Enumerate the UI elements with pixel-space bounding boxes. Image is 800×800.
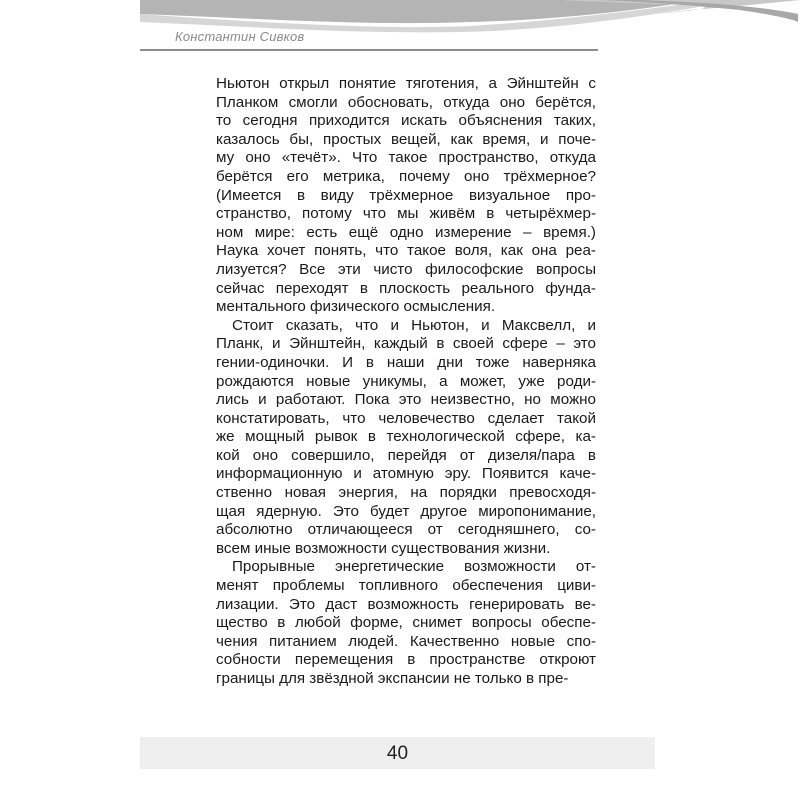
header-swoosh-decoration [0, 0, 800, 60]
text-line: информационную и атомную эру. Появится каче- [216, 465, 596, 483]
paragraph [216, 75, 596, 317]
text-line: Планк, и Эйнштейн, каждый в своей сфере – это [216, 335, 596, 353]
text-line: абсолютно отличающееся от сегодняшнего, со- [216, 521, 596, 539]
text-line: лись и работают. Пока это неизвестно, но можно [216, 391, 596, 409]
page-footer [140, 737, 655, 769]
text-line: странство, потому что мы живём в четырёхмер- [216, 205, 596, 223]
text-line: собности перемещения в пространстве откроют [216, 651, 596, 669]
text-line: берётся его метрика, почему оно трёхмерное? [216, 167, 596, 185]
page-body-text [216, 75, 596, 689]
text-line: ном мире: есть ещё одно измерение – время.) [216, 223, 596, 241]
text-line: щество в любой форме, снимет вопросы обеспе- [216, 614, 596, 632]
text-line: сейчас переходят в плоскость реального фунда- [216, 279, 596, 297]
text-line: менят проблемы топливного обеспечения циви- [216, 577, 596, 595]
text-line: му оно «течёт». Что такое пространство, откуда [216, 149, 596, 167]
text-line: щая ядерную. Это будет другое миропонимание, [216, 502, 596, 520]
paragraph [216, 317, 596, 559]
text-line: чения питанием людей. Качественно новые спо- [216, 632, 596, 650]
text-line: Прорывные энергетические возможности от- [232, 558, 596, 576]
text-line: лизуется? Все эти чисто философские вопросы [216, 260, 596, 278]
text-line: казалось бы, простых вещей, как время, и поче- [216, 130, 596, 148]
text-line: гении-одиночки. И в наши дни тоже наверняка [216, 353, 596, 371]
text-line: кой оно совершило, перейдя от дизеля/пара в [216, 446, 596, 464]
text-line: же мощный рывок в технологической сфере, ка- [216, 428, 596, 446]
text-line: ственно новая энергия, на порядки превосходя- [216, 484, 596, 502]
text-line: Планком смогли обосновать, откуда оно берётся, [216, 93, 596, 111]
page-number: 40 [386, 743, 409, 764]
text-line: всем иные возможности существования жизни. [216, 539, 551, 557]
text-line: Ньютон открыл понятие тяготения, а Эйнштейн с [216, 75, 596, 92]
paragraph [216, 558, 596, 688]
text-line: Стоит сказать, что и Ньютон, и Максвелл, и [232, 316, 596, 334]
text-line: границы для звёздной экспансии не только в пре- [216, 670, 569, 687]
running-header-author: Константин Сивков [175, 29, 305, 44]
text-line: рождаются новые уникумы, а может, уже роди- [216, 372, 596, 390]
text-line: то сегодня приходится искать объяснения таких, [216, 112, 596, 130]
text-line: Наука хочет понять, что такое воля, как она реа- [216, 242, 596, 260]
text-line: (Имеется в виду трёхмерное визуальное про- [216, 186, 596, 204]
header-rule [140, 49, 598, 51]
text-line: ментального физического осмысления. [216, 298, 496, 316]
text-line: констатировать, что человечество сделает такой [216, 409, 596, 427]
text-line: лизации. Это даст возможность генерировать ве- [216, 595, 596, 613]
